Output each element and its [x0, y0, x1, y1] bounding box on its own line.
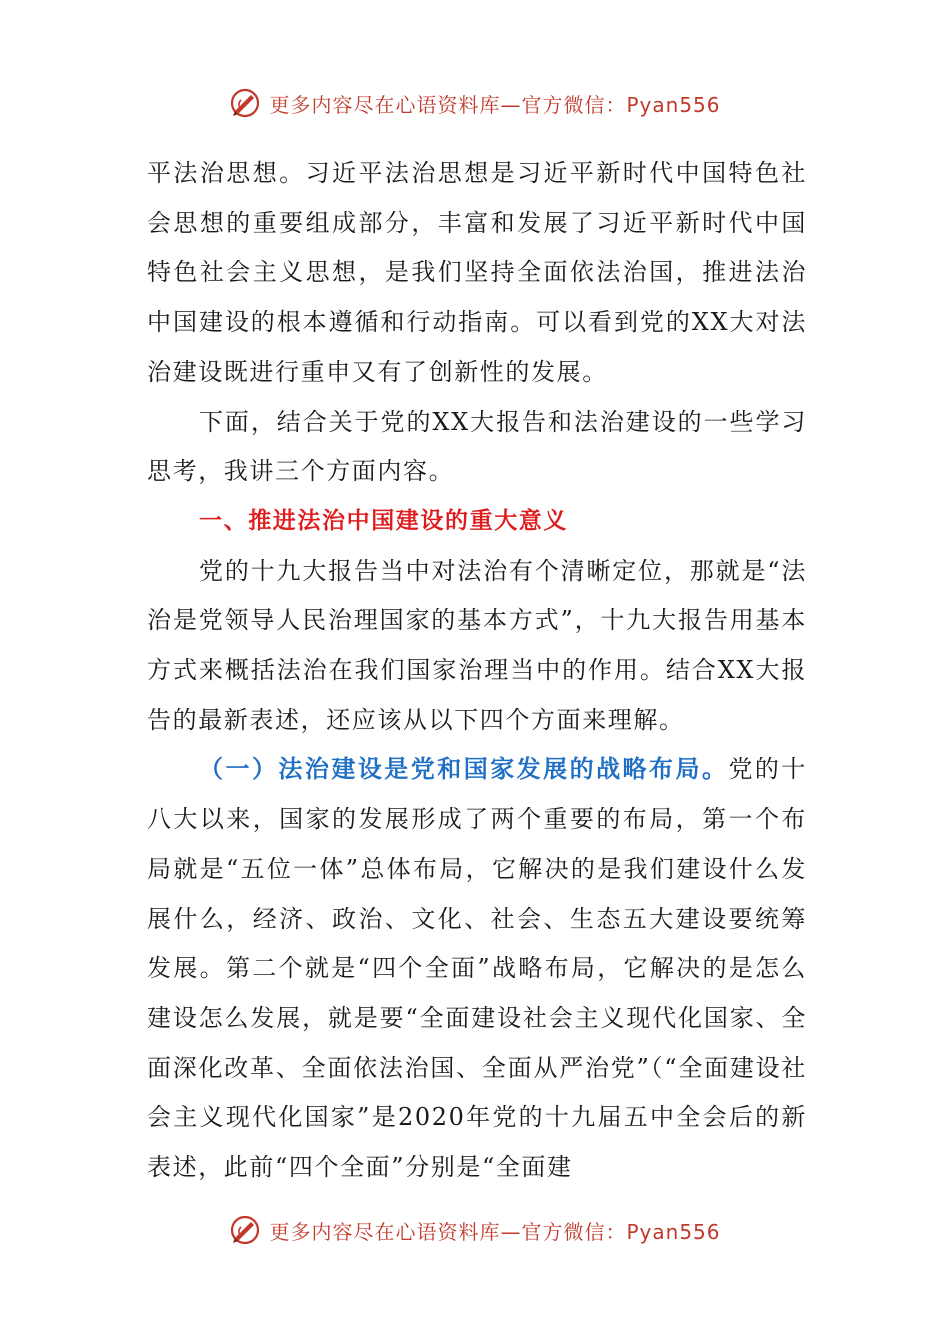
paragraph-4-text: 党的十八大以来，国家的发展形成了两个重要的布局，第一个布局就是“五位一体”总体布局，它解决的是我们建设什么发展什么，经济、政治、文化、社会、生态五大建设要统筹发展。第二个就是“四个全面”战略布局，它解决的是怎么建设怎么发展，就是要“全面建设社会主义现代化国家、全面深化改革、全面依法治国、全面从严治党”（“全面建设社会主义现代化国家”是2020年党的十九届五中全会后的新表述，此前“四个全面”分别是“全面建 [147, 755, 807, 1182]
paragraph-1: 平法治思想。习近平法治思想是习近平新时代中国特色社会思想的重要组成部分，丰富和发展了习近平新时代中国特色社会主义思想，是我们坚持全面依法治国，推进法治中国建设的根本遵循和行动指南。可以看到党的XX大对法治建设既进行重申又有了创新性的发展。 [147, 159, 807, 386]
document-body [147, 149, 807, 1193]
section-heading-1: 一、推进法治中国建设的重大意义 [199, 507, 568, 534]
pen-logo-icon [229, 1214, 261, 1246]
watermark-header [0, 83, 950, 123]
subheading-1: （一）法治建设是党和国家发展的战略布局。 [199, 755, 729, 784]
paragraph-2: 下面，结合关于党的XX大报告和法治建设的一些学习思考，我讲三个方面内容。 [147, 407, 807, 486]
watermark-text: 更多内容尽在心语资料库—官方微信：Pyan556 [269, 1219, 721, 1244]
watermark-footer [0, 1210, 950, 1250]
paragraph-3: 党的十九大报告当中对法治有个清晰定位，那就是“法治是党领导人民治理国家的基本方式”，十九大报告用基本方式来概括法治在我们国家治理当中的作用。结合XX大报告的最新表述，还应该从以下四个方面来理解。 [147, 556, 807, 734]
pen-logo-icon [229, 87, 261, 119]
paragraph-4 [147, 745, 807, 1192]
watermark-text: 更多内容尽在心语资料库—官方微信：Pyan556 [269, 92, 721, 117]
